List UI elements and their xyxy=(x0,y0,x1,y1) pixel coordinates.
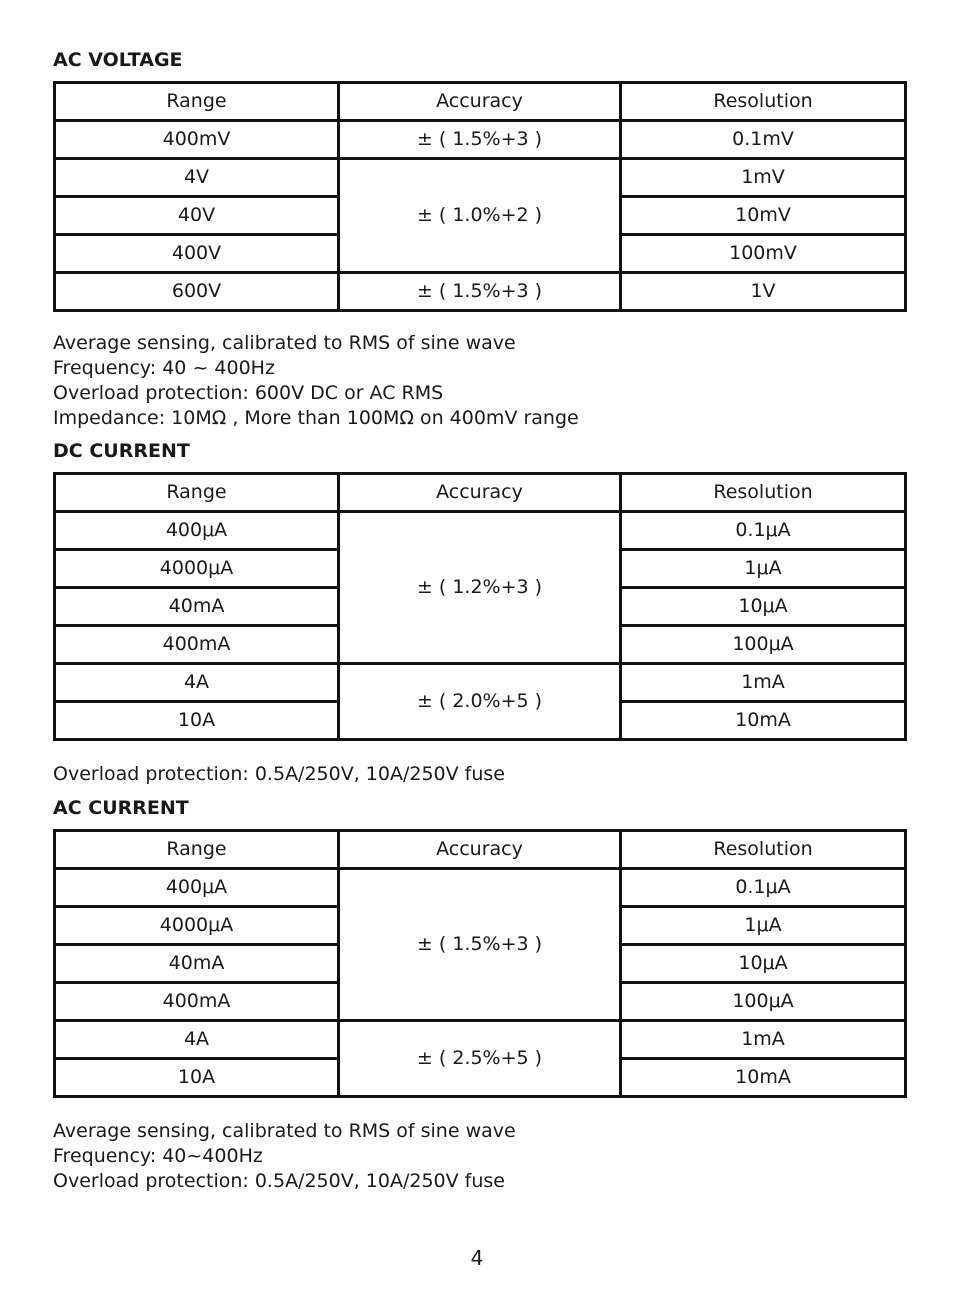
resolution-cell: 100μA xyxy=(621,626,906,664)
table-row xyxy=(55,1021,906,1059)
resolution-cell: 1μA xyxy=(621,550,906,588)
table-header-row xyxy=(55,831,906,869)
table-header-row xyxy=(55,474,906,512)
page-number: 4 xyxy=(470,1246,484,1270)
range-cell: 40mA xyxy=(55,588,339,626)
resolution-cell: 100mV xyxy=(621,235,906,273)
table-row xyxy=(55,664,906,702)
header-resolution: Resolution xyxy=(621,474,906,512)
note-line: Frequency: 40~400Hz xyxy=(53,1145,263,1167)
accuracy-cell: ± ( 1.5%+3 ) xyxy=(339,273,621,311)
resolution-cell: 100μA xyxy=(621,983,906,1021)
resolution-cell: 10mA xyxy=(621,1059,906,1097)
range-cell: 4A xyxy=(55,1021,339,1059)
header-range: Range xyxy=(55,474,339,512)
ac-voltage-notes xyxy=(53,331,579,431)
note-line: Overload protection: 0.5A/250V, 10A/250V fuse xyxy=(53,1170,506,1192)
resolution-cell: 1μA xyxy=(621,907,906,945)
table-row xyxy=(55,159,906,197)
dc-current-title: DC CURRENT xyxy=(53,440,190,462)
resolution-cell: 1mV xyxy=(621,159,906,197)
accuracy-cell: ± ( 2.5%+5 ) xyxy=(339,1021,621,1097)
table-header-row xyxy=(55,83,906,121)
resolution-cell: 10mA xyxy=(621,702,906,740)
range-cell: 4000μA xyxy=(55,550,339,588)
table-row xyxy=(55,869,906,907)
note-line: Average sensing, calibrated to RMS of sine wave xyxy=(53,332,516,354)
range-cell: 400mV xyxy=(55,121,339,159)
range-cell: 10A xyxy=(55,702,339,740)
range-cell: 10A xyxy=(55,1059,339,1097)
dc-current-table xyxy=(53,472,907,741)
table-row xyxy=(55,121,906,159)
header-accuracy: Accuracy xyxy=(339,474,621,512)
range-cell: 4000μA xyxy=(55,907,339,945)
note-line: Impedance: 10MΩ , More than 100MΩ on 400mV range xyxy=(53,407,579,429)
resolution-cell: 0.1μA xyxy=(621,869,906,907)
dc-current-notes xyxy=(53,762,505,787)
resolution-cell: 1V xyxy=(621,273,906,311)
resolution-cell: 0.1mV xyxy=(621,121,906,159)
range-cell: 400mA xyxy=(55,626,339,664)
ac-current-title: AC CURRENT xyxy=(53,797,189,819)
accuracy-cell: ± ( 1.2%+3 ) xyxy=(339,512,621,664)
resolution-cell: 10mV xyxy=(621,197,906,235)
note-line: Overload protection: 0.5A/250V, 10A/250V fuse xyxy=(53,763,506,785)
header-range: Range xyxy=(55,83,339,121)
resolution-cell: 1mA xyxy=(621,664,906,702)
range-cell: 400μA xyxy=(55,869,339,907)
range-cell: 40V xyxy=(55,197,339,235)
resolution-cell: 10μA xyxy=(621,945,906,983)
range-cell: 40mA xyxy=(55,945,339,983)
table-row xyxy=(55,512,906,550)
ac-voltage-table xyxy=(53,81,907,312)
header-resolution: Resolution xyxy=(621,83,906,121)
ac-current-table xyxy=(53,829,907,1098)
ac-current-notes xyxy=(53,1119,516,1194)
table-row xyxy=(55,273,906,311)
note-line: Overload protection: 600V DC or AC RMS xyxy=(53,382,444,404)
accuracy-cell: ± ( 2.0%+5 ) xyxy=(339,664,621,740)
resolution-cell: 0.1μA xyxy=(621,512,906,550)
range-cell: 400mA xyxy=(55,983,339,1021)
accuracy-cell: ± ( 1.5%+3 ) xyxy=(339,121,621,159)
range-cell: 400V xyxy=(55,235,339,273)
header-resolution: Resolution xyxy=(621,831,906,869)
range-cell: 4V xyxy=(55,159,339,197)
header-accuracy: Accuracy xyxy=(339,83,621,121)
accuracy-cell: ± ( 1.5%+3 ) xyxy=(339,869,621,1021)
resolution-cell: 10μA xyxy=(621,588,906,626)
range-cell: 400μA xyxy=(55,512,339,550)
ac-voltage-title: AC VOLTAGE xyxy=(53,49,183,71)
accuracy-cell: ± ( 1.0%+2 ) xyxy=(339,159,621,273)
header-accuracy: Accuracy xyxy=(339,831,621,869)
resolution-cell: 1mA xyxy=(621,1021,906,1059)
header-range: Range xyxy=(55,831,339,869)
range-cell: 4A xyxy=(55,664,339,702)
note-line: Average sensing, calibrated to RMS of sine wave xyxy=(53,1120,516,1142)
note-line: Frequency: 40 ~ 400Hz xyxy=(53,357,275,379)
range-cell: 600V xyxy=(55,273,339,311)
